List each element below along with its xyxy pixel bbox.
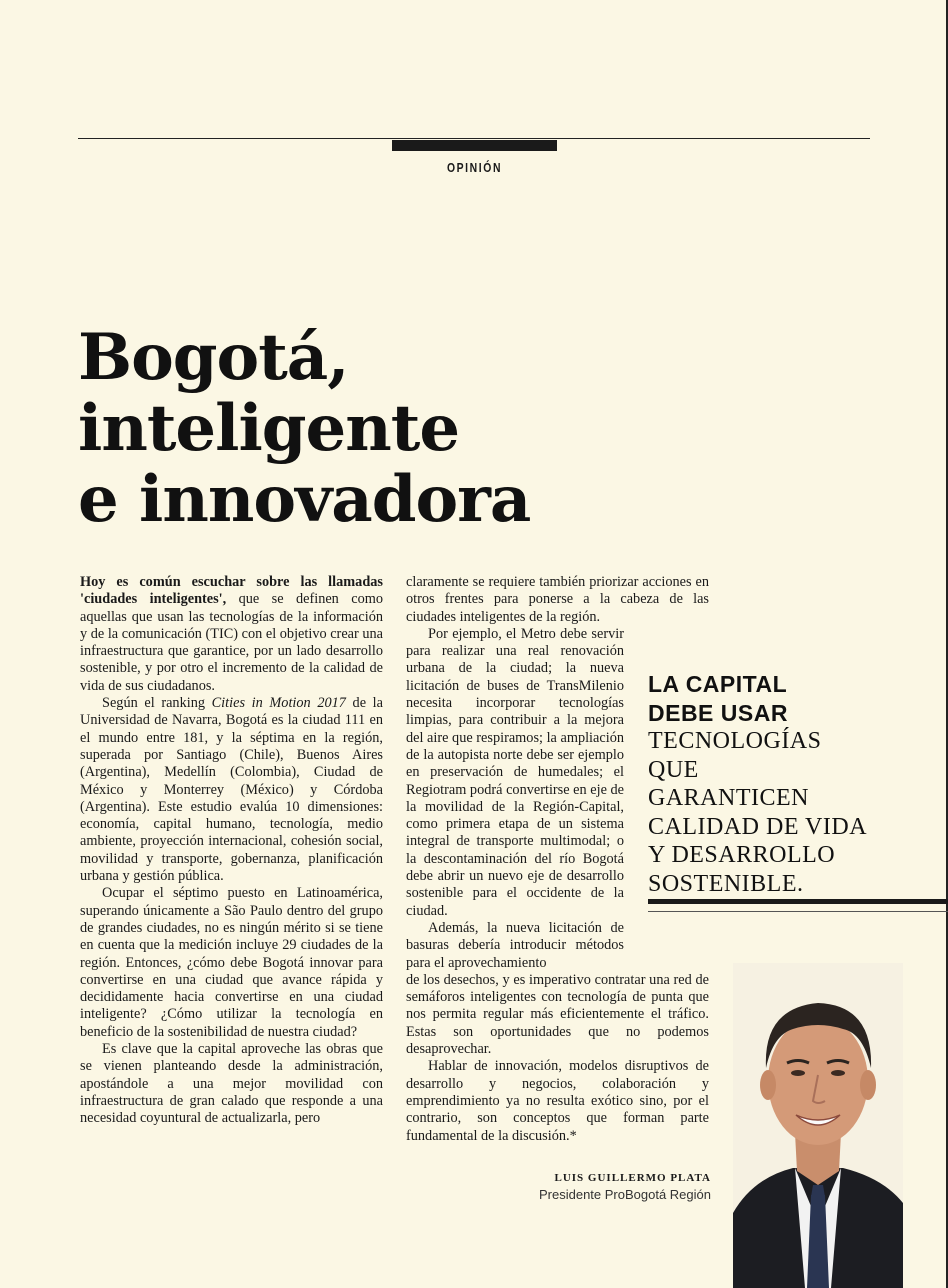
quote-line: QUE: [648, 756, 699, 783]
quote-rule-thick: [648, 899, 948, 904]
article-column-1: [80, 574, 383, 1128]
author-role: Presidente ProBogotá Región: [538, 1187, 711, 1202]
paragraph-text: que se definen como aquellas que usan las tecnologías de la información y de la comunicación (TIC) con el objetivo crear una infraestructura que garantice, por un lado desarrollo sostenible, y por otro el incremento de la calidad de vida de sus ciudadanos.: [80, 591, 383, 694]
pull-quote: [648, 670, 938, 898]
paragraph: Por ejemplo, el Metro debe servir para realizar una real renovación urbana de la ciudad; la nueva licitación de buses de TransMilenio necesita incorporar tecnologías limpias, para contribuir a la mejora del aire que respiramos; la ampliación de la autopista norte debe ser ejemplo en preservación de humedales; el Regiotram podrá convertirse en eje de la movilidad de la Región-Capital, como primera etapa de un sistema integral de transporte multimodal; o la descontaminación del río Bogotá debe abrir un nuevo eje de desarrollo sostenible para el occidente de la ciudad.: [406, 625, 624, 919]
section-label: OPINIÓN: [446, 160, 503, 175]
ranking-title: Cities in Motion 2017: [211, 695, 346, 712]
quote-line: Y DESARROLLO: [648, 842, 836, 868]
portrait-illustration: [733, 963, 903, 1288]
paragraph: de los desechos, y es imperativo contratar una red de semáforos inteligentes con tecnología de punta que nos permita regular más eficientemente el tráfico. Estas son oportunidades que no podemos desaprovechar.: [406, 971, 709, 1058]
section-bar: [392, 140, 557, 151]
quote-rule-thin: [648, 911, 948, 912]
paragraph: claramente se requiere también priorizar acciones en otros frentes para ponerse a la cabeza de las ciudades inteligentes de la región.: [406, 574, 709, 625]
top-rule: [78, 138, 870, 139]
paragraph-text: de la Universidad de Navarra, Bogotá es la ciudad 111 en el mundo entre 181, y la séptima en la región, superada por Santiago (Chile), Buenos Aires (Argentina), Medellín (Colombia), Ciudad de México y Monterrey (México) y Córdoba (Argentina). Este estudio evalúa 10 dimensiones: economía, capital humano, tecnología, medio ambiente, proyección internacional, cohesión social, movilidad y transporte, gobernanza, planificación urbana y gestión pública.: [80, 695, 383, 885]
headline-line-3: e innovadora: [78, 462, 531, 537]
paragraph: Además, la nueva licitación de basuras debería introducir métodos para el aprovechamiento: [406, 919, 624, 971]
lead-text: Hoy es común escuchar sobre las llamadas 'ciudades inteligentes',: [80, 574, 383, 608]
paragraph: Ocupar el séptimo puesto en Latinoamérica, superando únicamente a São Paulo dentro del grupo de grandes ciudades, no es ningún mérito si se tiene en cuenta que la medición incluye 29 ciudades de la región. Entonces, ¿cómo debe Bogotá innovar para convertirse en una ciudad que avance rápida y decididamente hacia convertirse en una ciudad inteligente? ¿Cómo utilizar la tecnología en beneficio de la sostenibilidad de nuestra ciudad?: [80, 885, 383, 1040]
paragraph: Hablar de innovación, modelos disruptivos de desarrollo y negocios, colaboración y emprendimiento ya no resulta exótico sino, por el contrario, son conceptos que forman parte fundamental de la discusión.*: [406, 1058, 709, 1144]
paragraph: [80, 574, 383, 695]
quote-line: LA CAPITAL: [648, 671, 788, 697]
headline: [78, 322, 778, 535]
paragraph: [80, 695, 383, 885]
paragraph: Es clave que la capital aproveche las obras que se vienen planteando desde la administración, apostándole a una mejor movilidad con infraestructura de gran calado que responde a una necesidad coyuntural de actualizarla, pero: [80, 1041, 383, 1127]
quote-line: DEBE USAR: [648, 699, 788, 726]
quote-line: GARANTICEN: [648, 785, 809, 811]
quote-line: TECNOLOGÍAS: [648, 728, 822, 754]
paragraph-text: Según el ranking: [102, 695, 212, 712]
quote-line: CALIDAD DE VIDA: [648, 813, 868, 840]
quote-line: SOSTENIBLE.: [648, 870, 804, 897]
author-byline: [500, 1172, 711, 1202]
headline-line-1: Bogotá,: [78, 320, 349, 395]
author-name: LUIS GUILLERMO PLATA: [554, 1172, 711, 1184]
headline-line-2: inteligente: [78, 391, 460, 466]
author-photo: [733, 963, 903, 1288]
